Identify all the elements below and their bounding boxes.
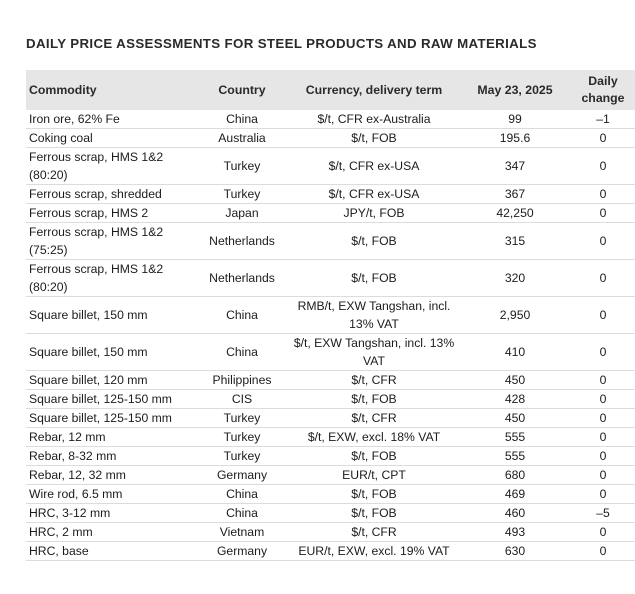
header-currency: Currency, delivery term <box>305 82 443 97</box>
cell-currency: $/t, CFR ex-USA <box>288 148 460 185</box>
cell-commodity: Square billet, 120 mm <box>26 371 196 390</box>
cell-daily-change: –1 <box>570 110 635 129</box>
table-row <box>26 523 635 542</box>
cell-daily-change: 0 <box>570 485 635 504</box>
cell-price: 315 <box>460 223 570 260</box>
cell-price: 469 <box>460 485 570 504</box>
cell-currency: $/t, FOB <box>288 129 460 148</box>
cell-commodity: Ferrous scrap, HMS 1&2 (75:25) <box>26 223 196 260</box>
table-row <box>26 110 635 129</box>
cell-price: 99 <box>460 110 570 129</box>
cell-daily-change: 0 <box>570 185 635 204</box>
header-row <box>26 70 635 110</box>
cell-commodity: Rebar, 12, 32 mm <box>26 466 196 485</box>
table-row <box>26 428 635 447</box>
table-header <box>26 70 635 110</box>
cell-currency: JPY/t, FOB <box>288 204 460 223</box>
cell-price: 2,950 <box>460 297 570 334</box>
cell-price: 555 <box>460 428 570 447</box>
cell-daily-change: 0 <box>570 409 635 428</box>
cell-currency: $/t, CFR <box>288 409 460 428</box>
table-row <box>26 260 635 297</box>
cell-price: 493 <box>460 523 570 542</box>
cell-country: Netherlands <box>196 260 288 297</box>
cell-country: Turkey <box>196 428 288 447</box>
cell-currency: $/t, EXW Tangshan, incl. 13% VAT <box>288 334 460 371</box>
cell-currency: EUR/t, CPT <box>288 466 460 485</box>
cell-commodity: Iron ore, 62% Fe <box>26 110 196 129</box>
table-row <box>26 409 635 428</box>
cell-country: China <box>196 485 288 504</box>
price-table <box>26 70 635 561</box>
table-row <box>26 504 635 523</box>
cell-daily-change: 0 <box>570 129 635 148</box>
table-row <box>26 148 635 185</box>
cell-currency: $/t, FOB <box>288 504 460 523</box>
cell-country: Japan <box>196 204 288 223</box>
cell-country: Germany <box>196 466 288 485</box>
cell-country: China <box>196 297 288 334</box>
cell-commodity: Square billet, 150 mm <box>26 297 196 334</box>
cell-currency: $/t, FOB <box>288 485 460 504</box>
table-row <box>26 485 635 504</box>
cell-commodity: Rebar, 12 mm <box>26 428 196 447</box>
cell-currency: $/t, CFR <box>288 371 460 390</box>
cell-price: 410 <box>460 334 570 371</box>
table-row <box>26 334 635 371</box>
cell-commodity: Square billet, 150 mm <box>26 334 196 371</box>
cell-currency: $/t, FOB <box>288 390 460 409</box>
cell-daily-change: 0 <box>570 223 635 260</box>
cell-price: 428 <box>460 390 570 409</box>
cell-daily-change: 0 <box>570 466 635 485</box>
cell-country: Vietnam <box>196 523 288 542</box>
cell-commodity: Ferrous scrap, HMS 2 <box>26 204 196 223</box>
cell-price: 450 <box>460 409 570 428</box>
cell-country: China <box>196 334 288 371</box>
cell-price: 450 <box>460 371 570 390</box>
cell-country: China <box>196 504 288 523</box>
document-title: DAILY PRICE ASSESSMENTS FOR STEEL PRODUCTS AND RAW MATERIALS <box>26 36 537 51</box>
cell-currency: $/t, CFR ex-Australia <box>288 110 460 129</box>
cell-price: 347 <box>460 148 570 185</box>
cell-price: 680 <box>460 466 570 485</box>
table-row <box>26 466 635 485</box>
cell-price: 367 <box>460 185 570 204</box>
cell-currency: $/t, CFR ex-USA <box>288 185 460 204</box>
table-row <box>26 542 635 561</box>
cell-price: 320 <box>460 260 570 297</box>
cell-currency: RMB/t, EXW Tangshan, incl. 13% VAT <box>288 297 460 334</box>
cell-daily-change: 0 <box>570 428 635 447</box>
table-row <box>26 371 635 390</box>
cell-commodity: Square billet, 125-150 mm <box>26 390 196 409</box>
cell-price: 630 <box>460 542 570 561</box>
cell-daily-change: 0 <box>570 260 635 297</box>
cell-daily-change: 0 <box>570 523 635 542</box>
table-body <box>26 110 635 561</box>
cell-country: Germany <box>196 542 288 561</box>
cell-commodity: HRC, 3-12 mm <box>26 504 196 523</box>
header-daily-change: Daily change <box>581 74 625 105</box>
header-date: May 23, 2025 <box>477 82 553 97</box>
cell-commodity: Rebar, 8-32 mm <box>26 447 196 466</box>
table-row <box>26 297 635 334</box>
cell-commodity: Coking coal <box>26 129 196 148</box>
cell-currency: $/t, FOB <box>288 447 460 466</box>
cell-country: Turkey <box>196 185 288 204</box>
cell-daily-change: 0 <box>570 297 635 334</box>
cell-country: CIS <box>196 390 288 409</box>
cell-daily-change: 0 <box>570 334 635 371</box>
cell-price: 42,250 <box>460 204 570 223</box>
cell-currency: EUR/t, EXW, excl. 19% VAT <box>288 542 460 561</box>
cell-currency: $/t, EXW, excl. 18% VAT <box>288 428 460 447</box>
cell-currency: $/t, CFR <box>288 523 460 542</box>
cell-price: 195.6 <box>460 129 570 148</box>
cell-currency: $/t, FOB <box>288 260 460 297</box>
cell-daily-change: –5 <box>570 504 635 523</box>
header-commodity: Commodity <box>29 82 97 97</box>
cell-daily-change: 0 <box>570 148 635 185</box>
cell-daily-change: 0 <box>570 447 635 466</box>
table-row <box>26 223 635 260</box>
cell-country: Turkey <box>196 409 288 428</box>
cell-country: China <box>196 110 288 129</box>
cell-commodity: Ferrous scrap, HMS 1&2 (80:20) <box>26 148 196 185</box>
cell-country: Turkey <box>196 148 288 185</box>
table-row <box>26 390 635 409</box>
cell-currency: $/t, FOB <box>288 223 460 260</box>
cell-price: 555 <box>460 447 570 466</box>
table-row <box>26 129 635 148</box>
cell-country: Australia <box>196 129 288 148</box>
cell-country: Philippines <box>196 371 288 390</box>
cell-commodity: HRC, base <box>26 542 196 561</box>
cell-daily-change: 0 <box>570 204 635 223</box>
cell-price: 460 <box>460 504 570 523</box>
cell-daily-change: 0 <box>570 542 635 561</box>
cell-commodity: Wire rod, 6.5 mm <box>26 485 196 504</box>
cell-commodity: Ferrous scrap, shredded <box>26 185 196 204</box>
cell-daily-change: 0 <box>570 371 635 390</box>
table-row <box>26 204 635 223</box>
table-row <box>26 185 635 204</box>
cell-country: Netherlands <box>196 223 288 260</box>
header-country: Country <box>218 82 266 97</box>
cell-country: Turkey <box>196 447 288 466</box>
cell-commodity: Ferrous scrap, HMS 1&2 (80:20) <box>26 260 196 297</box>
cell-commodity: Square billet, 125-150 mm <box>26 409 196 428</box>
table-row <box>26 447 635 466</box>
cell-commodity: HRC, 2 mm <box>26 523 196 542</box>
cell-daily-change: 0 <box>570 390 635 409</box>
